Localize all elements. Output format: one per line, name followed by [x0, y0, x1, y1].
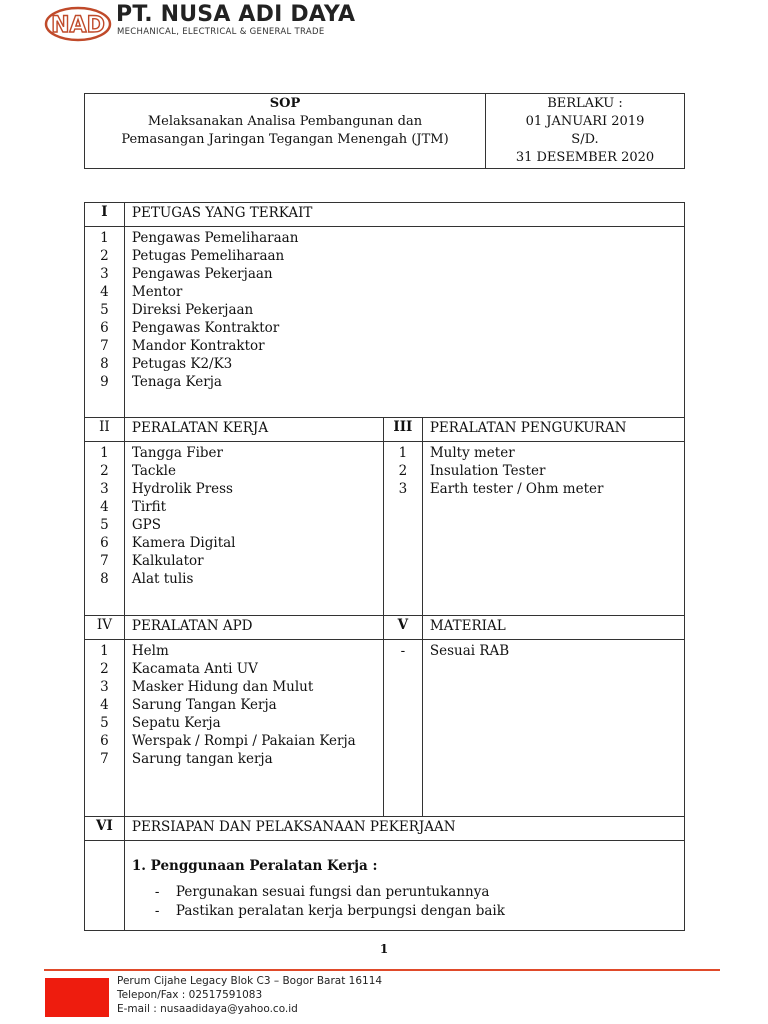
list-number: 3: [100, 266, 109, 282]
bullet-item: - Pergunakan sesuai fungsi dan peruntukannya: [154, 884, 490, 900]
section-title: PERALATAN KERJA: [124, 418, 383, 442]
section-2-3-body: [85, 442, 685, 616]
sop-desc-line2: Pemasangan Jaringan Tegangan Menengah (JTM): [121, 132, 449, 147]
list-number: 1: [100, 643, 109, 659]
section-number: III: [383, 418, 422, 442]
bullet-text: Pergunakan sesuai fungsi dan peruntukannya: [175, 884, 490, 900]
list-number: 1: [100, 230, 109, 246]
validity-start: 01 JANUARI 2019: [525, 114, 645, 129]
section-2-3-header: [85, 418, 685, 442]
list-item: Sarung Tangan Kerja: [131, 697, 277, 713]
list-item: Tirfit: [131, 499, 167, 515]
procedure-subtitle: 1. Penggunaan Peralatan Kerja :: [131, 858, 378, 874]
company-name: PT. NUSA ADI DAYA: [116, 2, 356, 27]
section-1-body: [85, 227, 685, 418]
list-item: Helm: [131, 643, 169, 659]
footer-phone: Telepon/Fax : 02517591083: [117, 989, 263, 1001]
ppe-list: [124, 640, 383, 817]
list-item: Pengawas Kontraktor: [131, 320, 280, 336]
list-number: 8: [100, 571, 109, 587]
list-item: Pengawas Pemeliharaan: [131, 230, 299, 246]
company-tagline: MECHANICAL, ELECTRICAL & GENERAL TRADE: [117, 27, 325, 37]
list-number: 2: [100, 463, 109, 479]
list-number: 3: [100, 679, 109, 695]
list-number: 6: [100, 733, 109, 749]
footer-contact: [117, 974, 382, 1016]
list-item: Kacamata Anti UV: [131, 661, 258, 677]
list-number: 4: [100, 284, 109, 300]
list-item: Tangga Fiber: [131, 445, 223, 461]
sop-title: SOP: [269, 96, 301, 111]
section-number: I: [85, 203, 125, 227]
list-number: 5: [100, 715, 109, 731]
list-number: 7: [100, 338, 109, 354]
procedure-content: [124, 841, 684, 931]
page-number: 1: [379, 942, 389, 956]
footer-accent-block: [45, 978, 109, 1017]
bullet-item: - Pastikan peralatan kerja berpungsi dengan baik: [154, 903, 505, 919]
list-item: Petugas Pemeliharaan: [131, 248, 285, 264]
list-item: Masker Hidung dan Mulut: [131, 679, 314, 695]
list-item: Hydrolik Press: [131, 481, 233, 497]
footer-address: Perum Cijahe Legacy Blok C3 – Bogor Barat 16114: [117, 975, 383, 987]
sop-header-table: [84, 93, 685, 169]
section-title: PERALATAN PENGUKURAN: [422, 418, 684, 442]
list-number: 3: [100, 481, 109, 497]
list-number: 4: [100, 697, 109, 713]
list-item: Kamera Digital: [131, 535, 236, 551]
list-number: 2: [100, 661, 109, 677]
section-4-5-header: [85, 616, 685, 640]
list-number: 1: [100, 445, 109, 461]
list-number: 1: [398, 445, 408, 461]
section-number: V: [383, 616, 422, 640]
list-item: Multy meter: [429, 445, 515, 461]
work-tools-list: [124, 442, 383, 616]
section-title: MATERIAL: [422, 616, 684, 640]
list-item: Direksi Pekerjaan: [131, 302, 254, 318]
list-number: -: [400, 643, 406, 659]
list-number: 9: [100, 374, 109, 390]
validity-label: BERLAKU :: [547, 96, 623, 111]
list-item: Werspak / Rompi / Pakaian Kerja: [131, 733, 356, 749]
sop-title-cell: [85, 94, 486, 169]
section-4-5-body: [85, 640, 685, 817]
section-number: VI: [85, 817, 125, 841]
section-6-header: [85, 817, 685, 841]
section-title: PERSIAPAN DAN PELAKSANAAN PEKERJAAN: [124, 817, 684, 841]
list-number: 7: [100, 553, 109, 569]
procedure-bullets: [125, 883, 684, 921]
list-item: Sesuai RAB: [429, 643, 510, 659]
list-number: 5: [100, 302, 109, 318]
list-item: GPS: [131, 517, 161, 533]
list-item: Mentor: [131, 284, 183, 300]
list-number: 6: [100, 320, 109, 336]
list-number: 2: [398, 463, 408, 479]
number-column: [383, 640, 422, 817]
list-number: 5: [100, 517, 109, 533]
validity-sd: S/D.: [571, 132, 599, 147]
section-number: IV: [85, 616, 125, 640]
validity-end: 31 DESEMBER 2020: [515, 150, 655, 165]
footer-email: E-mail : nusaadidaya@yahoo.co.id: [117, 1003, 298, 1015]
footer-divider: [44, 969, 720, 971]
list-number: 7: [100, 751, 109, 767]
measurement-tools-list: [422, 442, 684, 616]
list-item: Kalkulator: [131, 553, 204, 569]
bullet-text: Pastikan peralatan kerja berpungsi dengan baik: [175, 903, 505, 919]
sop-main-table: [84, 202, 685, 931]
list-item: Tenaga Kerja: [131, 374, 222, 390]
number-column: [383, 442, 422, 616]
list-item: Pengawas Pekerjaan: [131, 266, 273, 282]
list-item: Alat tulis: [131, 571, 194, 587]
list-number: 4: [100, 499, 109, 515]
list-number: 6: [100, 535, 109, 551]
list-item: Sarung tangan kerja: [131, 751, 273, 767]
section-number: II: [85, 418, 125, 442]
validity-cell: [486, 94, 685, 169]
list-item: Insulation Tester: [429, 463, 546, 479]
list-item: Tackle: [131, 463, 176, 479]
company-logo: [44, 6, 112, 42]
number-column: [85, 227, 125, 418]
list-number: 8: [100, 356, 109, 372]
logo-lettering: NAD: [51, 13, 105, 38]
number-column: [85, 442, 125, 616]
list-item: Sepatu Kerja: [131, 715, 221, 731]
number-column: [85, 640, 125, 817]
sop-desc-line1: Melaksanakan Analisa Pembangunan dan: [147, 114, 423, 129]
list-item: Petugas K2/K3: [131, 356, 233, 372]
material-list: [422, 640, 684, 817]
section-1-header: [85, 203, 685, 227]
section-title: PERALATAN APD: [124, 616, 383, 640]
number-column: [85, 841, 125, 931]
list-number: 3: [398, 481, 408, 497]
section-title: PETUGAS YANG TERKAIT: [124, 203, 684, 227]
section-6-body: [85, 841, 685, 931]
personnel-list: [124, 227, 684, 418]
list-item: Earth tester / Ohm meter: [429, 481, 604, 497]
list-number: 2: [100, 248, 109, 264]
list-item: Mandor Kontraktor: [131, 338, 265, 354]
